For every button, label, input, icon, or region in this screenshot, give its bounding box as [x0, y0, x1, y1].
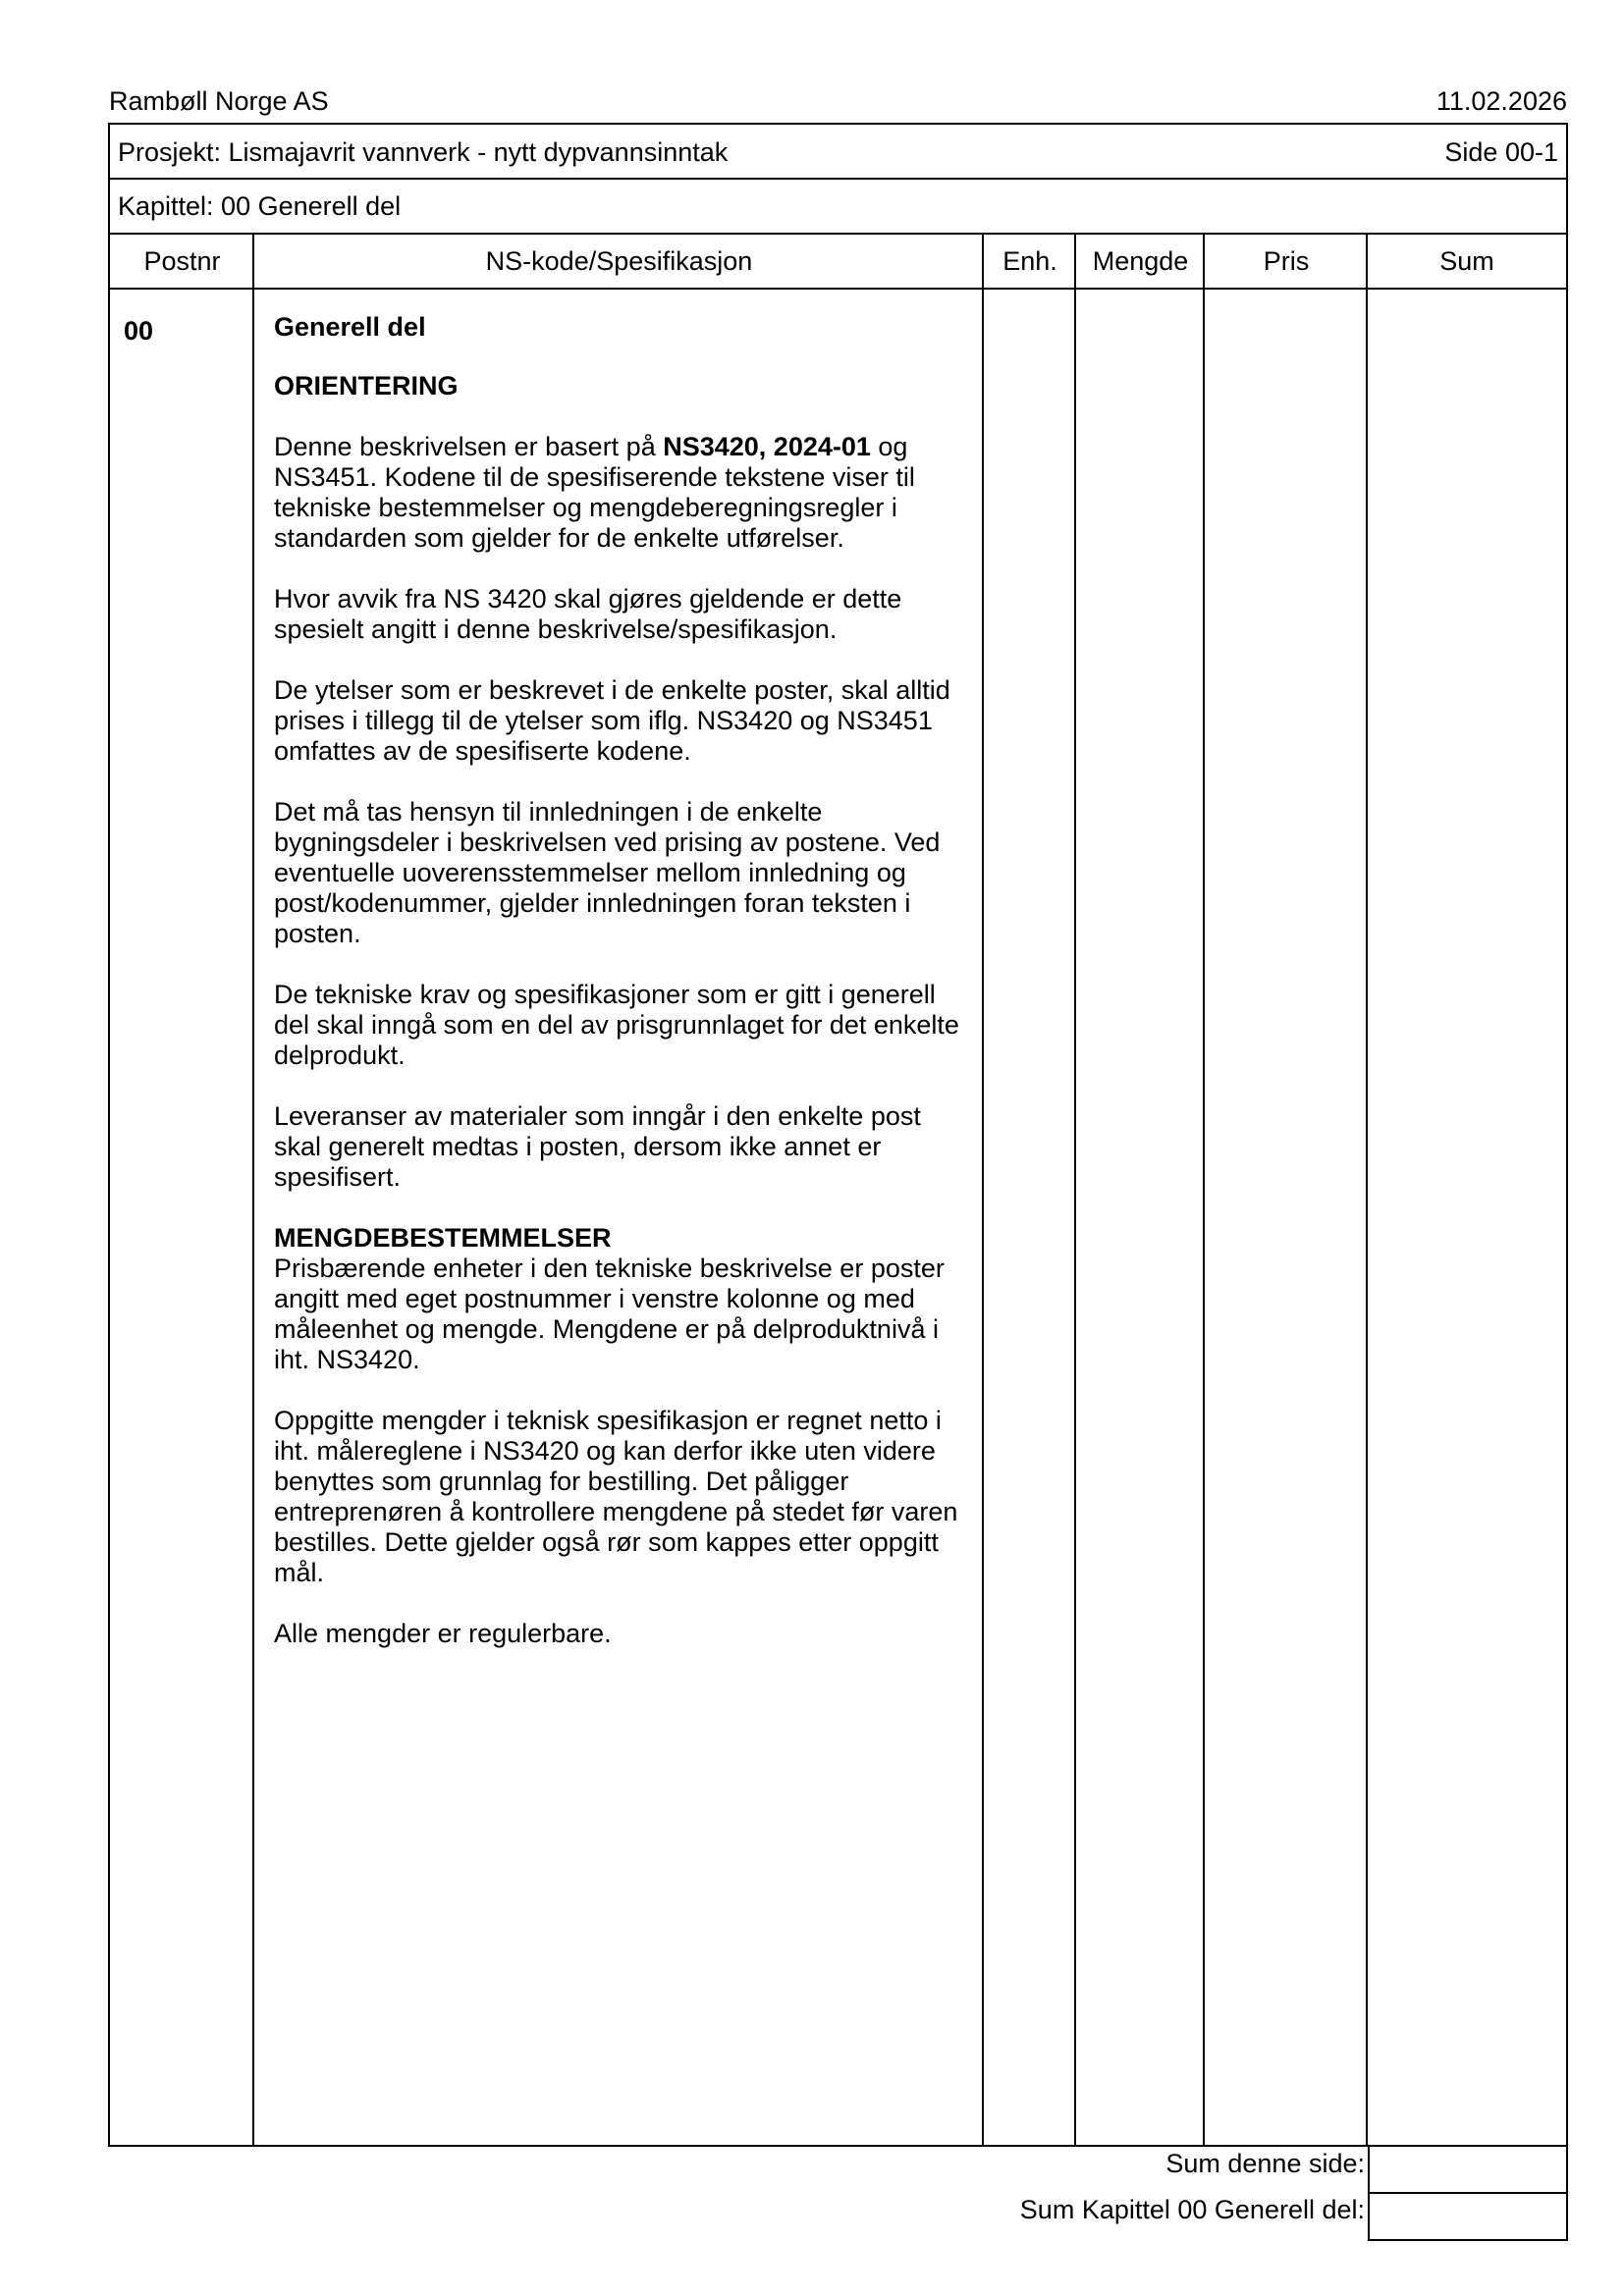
table-header — [108, 233, 1568, 290]
section-title: Generell del — [274, 312, 426, 342]
paragraph-units: Prisbærende enheter i den tekniske beskrivelse er poster angitt med eget postnummer i venstre kolonne og med måleenhet og mengde. Mengdene er på delproduktnivå i iht. NS3420. — [274, 1254, 945, 1374]
post-number: 00 — [124, 316, 154, 346]
column-divider — [982, 233, 984, 2147]
page-number: Side 00-1 — [1444, 137, 1558, 167]
document-date: 11.02.2026 — [1435, 86, 1567, 116]
paragraph-deliveries: Leveranser av materialer som inngår i den enkelte post skal generelt medtas i posten, dersom ikke annet er spesifisert. — [274, 1101, 921, 1192]
column-header-price: Pris — [1263, 246, 1310, 276]
company-name: Rambøll Norge AS — [109, 86, 329, 116]
column-header-postnr: Postnr — [143, 246, 221, 276]
column-header-sum: Sum — [1439, 246, 1494, 276]
paragraph-deviation: Hvor avvik fra NS 3420 skal gjøres gjeldende er dette spesielt angitt i denne beskrivelse/spesifikasjon. — [274, 584, 902, 644]
paragraph-quantities: Oppgitte mengder i teknisk spesifikasjon er regnet netto i iht. målereglene i NS3420 og kan derfor ikke uten videre benyttes som grunnlag for bestilling. Det påligger entreprenøren å kontrollere mengdene på stedet før varen bestilles. Dette gjelder også rør som kappes etter oppgitt mål. — [274, 1406, 958, 1587]
project-row — [108, 123, 1568, 180]
paragraph-requirements: De tekniske krav og spesifikasjoner som er gitt i generell del skal inngå som en del av prisgrunnlaget for det enkelte delprodukt. — [274, 980, 959, 1070]
column-header-unit: Enh. — [1002, 246, 1057, 276]
paragraph-adjustable: Alle mengder er regulerbare. — [274, 1619, 612, 1648]
chapter-label: Kapittel: 00 Generell del — [118, 191, 402, 221]
mengde-heading: MENGDEBESTEMMELSER — [274, 1223, 612, 1253]
sum-page-field[interactable] — [1368, 2145, 1568, 2194]
sum-page-label: Sum denne side: — [1165, 2149, 1365, 2178]
column-divider — [252, 233, 254, 2147]
paragraph-services: De ytelser som er beskrevet i de enkelte poster, skal alltid prises i tillegg til de ytelser som iflg. NS3420 og NS3451 omfattes av de spesifiserte kodene. — [274, 675, 950, 766]
column-header-quantity: Mengde — [1092, 246, 1189, 276]
specification-text — [274, 312, 981, 1680]
paragraph-introduction: Det må tas hensyn til innledningen i de enkelte bygningsdeler i beskrivelsen ved prising av postene. Ved eventuelle uoverensstemmelser mellom innledning og post/kodenummer, gjelder innledningen foran teksten i posten. — [274, 797, 941, 948]
sum-chapter-field[interactable] — [1368, 2192, 1568, 2241]
column-divider — [1203, 233, 1205, 2147]
column-divider — [1366, 233, 1368, 2147]
orientering-heading: ORIENTERING — [274, 371, 459, 400]
column-header-spec: NS-kode/Spesifikasjon — [485, 246, 753, 276]
paragraph-basis: Denne beskrivelsen er basert på NS3420, 2024-01 og NS3451. Kodene til de spesifiserende tekstene viser til tekniske bestemmelser og mengdeberegningsregler i standarden som gjelder for de enkelte utførelser. — [274, 432, 915, 553]
chapter-row — [108, 178, 1568, 235]
sum-chapter-label: Sum Kapittel 00 Generell del: — [1019, 2195, 1365, 2224]
column-divider — [1074, 233, 1076, 2147]
project-label: Prosjekt: Lismajavrit vannverk - nytt dypvannsinntak — [118, 137, 729, 167]
